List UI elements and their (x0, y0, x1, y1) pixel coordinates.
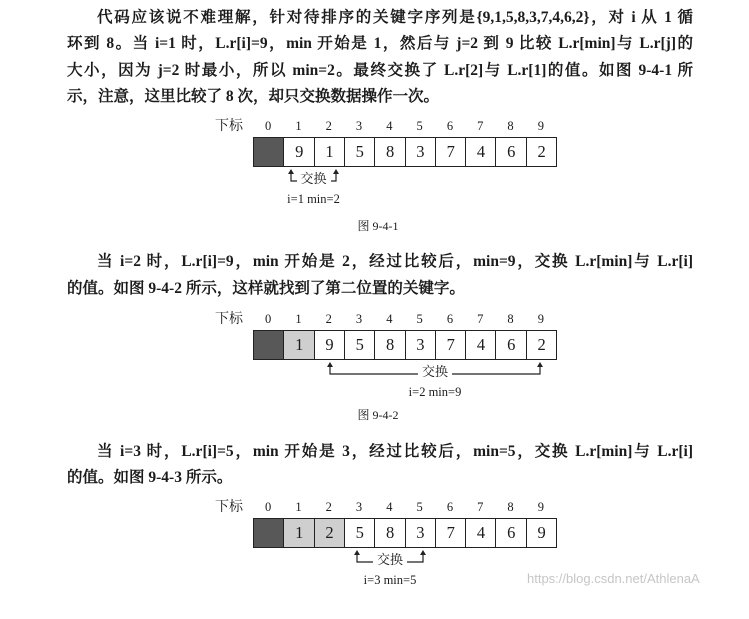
arrow-up-icon (327, 362, 333, 367)
array-cell-9: 2 (526, 137, 558, 167)
array-cell-8: 6 (495, 330, 527, 360)
array-cell-5: 3 (405, 137, 437, 167)
array-cell-7: 4 (465, 518, 497, 548)
index-number-4: 4 (386, 500, 393, 514)
array-cell-3: 5 (344, 330, 376, 360)
index-number-7: 7 (477, 312, 484, 326)
index-number-8: 8 (507, 312, 514, 326)
arrow-up-icon (333, 169, 339, 174)
index-number-7: 7 (477, 500, 484, 514)
paragraph-line: 当 i=2 时，L.r[i]=9，min 开始是 2，经过比较后，min=9，交换 L.r[min]与 L.r[i] (97, 253, 693, 270)
array-cell-0 (253, 137, 285, 167)
swap-label: 交换 (297, 172, 331, 188)
swap-annotation: i=2 min=9 (408, 385, 462, 399)
index-number-2: 2 (325, 312, 332, 326)
index-number-5: 5 (416, 312, 423, 326)
index-number-7: 7 (477, 119, 484, 133)
index-number-1: 1 (295, 500, 302, 514)
index-number-6: 6 (446, 119, 454, 133)
array-cell-5: 3 (405, 518, 437, 548)
array-cell-0 (253, 330, 285, 360)
paragraph-line: 的值。如图 9-4-2 所示，这样就找到了第二位置的关键字。 (67, 280, 465, 297)
index-number-5: 5 (416, 119, 423, 133)
array-cell-0 (253, 518, 285, 548)
paragraph-line: 的值。如图 9-4-3 所示。 (67, 469, 233, 486)
array-cell-5: 3 (405, 330, 437, 360)
paragraph-line: 当 i=3 时，L.r[i]=5，min 开始是 3，经过比较后，min=5，交换 L.r[min]与 L.r[i] (97, 443, 693, 460)
index-number-9: 9 (537, 312, 544, 326)
index-number-9: 9 (537, 500, 544, 514)
swap-label: 交换 (373, 553, 407, 569)
swap-label: 交换 (418, 365, 452, 381)
arrow-up-icon (537, 362, 543, 367)
array-cell-3: 5 (344, 137, 376, 167)
index-number-0: 0 (265, 312, 272, 326)
array-cell-9: 9 (526, 518, 558, 548)
array-cell-6: 7 (435, 330, 467, 360)
index-number-1: 1 (295, 119, 302, 133)
index-number-6: 6 (446, 312, 454, 326)
swap-bracket (0, 168, 749, 186)
array-cell-8: 6 (495, 518, 527, 548)
array-cell-1: 1 (283, 518, 315, 548)
swap-annotation: i=1 min=2 (287, 192, 340, 206)
array-cell-7: 4 (465, 330, 497, 360)
paragraph-line: 代码应该说不难理解，针对待排序的关键字序列是{9,1,5,8,3,7,4,6,2}，对 i 从 1 循 (97, 9, 693, 26)
index-number-8: 8 (507, 500, 514, 514)
paragraph-line: 环到 8。当 i=1 时，L.r[i]=9，min 开始是 1，然后与 j=2 到 9 比较 L.r[min]与 L.r[j]的 (67, 35, 693, 52)
array-cell-2: 2 (314, 518, 346, 548)
index-number-2: 2 (325, 119, 332, 133)
index-number-3: 3 (355, 119, 363, 133)
figure-caption: 图 9-4-2 (357, 408, 399, 422)
index-number-0: 0 (265, 119, 272, 133)
index-label: 下标 (215, 499, 243, 515)
index-number-3: 3 (355, 312, 363, 326)
array-cell-7: 4 (465, 137, 497, 167)
index-number-5: 5 (416, 500, 423, 514)
index-number-6: 6 (446, 500, 454, 514)
figure-9-4-1 (0, 118, 749, 238)
index-number-0: 0 (265, 500, 272, 514)
watermark-url: https://blog.csdn.net/AthlenaA (527, 571, 700, 586)
array-cell-4: 8 (374, 137, 406, 167)
array-cell-1: 1 (283, 330, 315, 360)
array-cell-2: 1 (314, 137, 346, 167)
array-cell-4: 8 (374, 518, 406, 548)
swap-bracket (0, 361, 749, 379)
index-label: 下标 (215, 118, 243, 134)
index-number-3: 3 (355, 500, 363, 514)
index-number-9: 9 (537, 119, 544, 133)
index-number-4: 4 (386, 312, 393, 326)
figure-caption: 图 9-4-1 (357, 219, 399, 233)
array-cell-2: 9 (314, 330, 346, 360)
index-number-8: 8 (507, 119, 514, 133)
arrow-up-icon (354, 550, 360, 555)
array-cell-3: 5 (344, 518, 376, 548)
array-cell-9: 2 (526, 330, 558, 360)
index-number-2: 2 (325, 500, 332, 514)
index-label: 下标 (215, 311, 243, 327)
figure-9-4-2 (0, 311, 749, 431)
paragraph-line: 大小，因为 j=2 时最小，所以 min=2。最终交换了 L.r[2]与 L.r[1]的值。如图 9-4-1 所 (67, 62, 693, 79)
index-number-1: 1 (295, 312, 302, 326)
paragraph-line: 示，注意，这里比较了 8 次，却只交换数据操作一次。 (67, 88, 440, 105)
array-cell-8: 6 (495, 137, 527, 167)
arrow-up-icon (420, 550, 426, 555)
array-cell-6: 7 (435, 518, 467, 548)
array-cell-4: 8 (374, 330, 406, 360)
array-cell-6: 7 (435, 137, 467, 167)
index-number-4: 4 (386, 119, 393, 133)
arrow-up-icon (288, 169, 294, 174)
array-cell-1: 9 (283, 137, 315, 167)
swap-annotation: i=3 min=5 (363, 573, 417, 587)
figure-9-4-3 (0, 499, 749, 619)
